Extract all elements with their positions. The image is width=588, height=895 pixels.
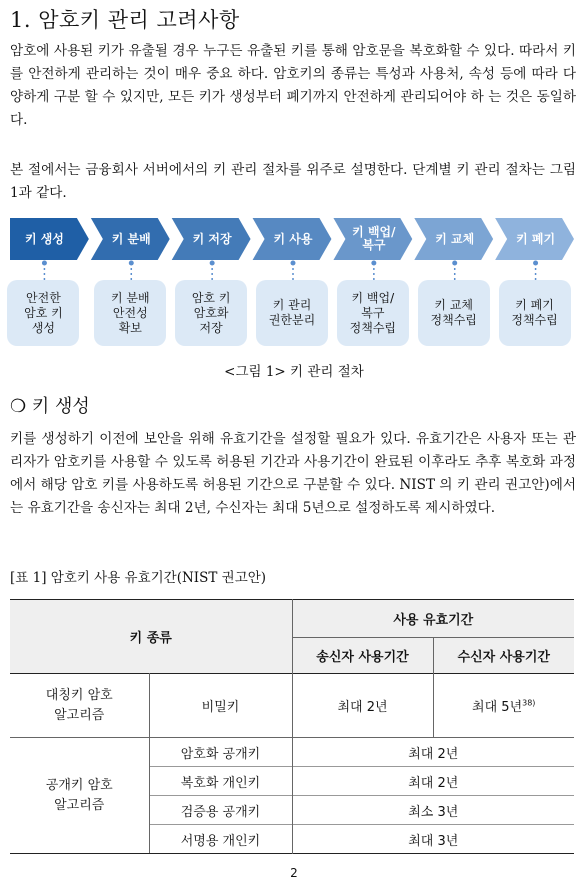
flow-step-description: 키 분배 안전성 확보 [94,280,166,346]
sym-receiver-value: 최대 5년 [472,700,523,715]
pub-key-cell: 복호화 개인키 [149,767,292,796]
paragraph-key-importance: 암호에 사용된 키가 유출될 경우 누구든 유출된 키를 통해 암호문을 복호화할 수 있다. 따라서 키를 안전하게 관리하는 것이 매우 중요 하다. 암호키의 종류는 특성과 사용처, 속성 등에 따라 다양하게 구분 할 수 있지만, 모든 키가 생성부터 폐기까지 안전하게 관리되어야 하 는 것은 동일하다. [10,43,576,128]
page-number: 2 [290,866,298,880]
flow-step-description: 암호 키 암호화 저장 [175,280,247,346]
figure-caption: <그림 1> 키 관리 절차 [224,364,364,380]
paragraph-key-generation: 키를 생성하기 이전에 보안을 위해 유효기간을 설정할 필요가 있다. 유효기간은 사용자 또는 관리자가 암호키를 사용할 수 있도록 허용된 기간과 사용기간이 완료된 이후라도 추후 복호화 과정에서 해당 암호 키를 사용하도록 허용된 기간으로 구분할 수 있다. NIST 의 키 관리 권고안)에서는 유효기간을 송신자는 최대 2년, 수신자는 최대 5년으로 설정하도록 제시하였다. [10,431,576,516]
sym-sender-cell: 최대 2년 [292,674,433,738]
paragraph-procedure-intro: 본 절에서는 금융회사 서버에서의 키 관리 절차를 위주로 설명한다. 단계별 키 관리 절차는 그림 1과 같다. [10,162,576,201]
pub-group-cell: 공개키 암호 알고리즘 [10,738,149,854]
flow-connector-dot [42,261,47,266]
pub-period-cell: 최대 2년 [408,746,459,762]
sym-key-cell: 비밀키 [149,674,292,738]
flow-connector-dot [291,261,296,266]
flow-connector-dot [533,261,538,266]
sym-receiver-cell [433,674,574,738]
footnote-ref: 38) [522,698,536,708]
flow-step-description: 키 백업/ 복구 정책수립 [337,280,409,346]
flow-step-description: 키 교체 정책수립 [418,280,490,346]
flow-step-label: 키 폐기 [516,231,556,246]
sym-group-cell: 대칭키 암호 알고리즘 [10,674,149,738]
table-caption: [표 1] 암호키 사용 유효기간(NIST 권고안) [10,570,267,586]
flow-step-label: 키 생성 [24,231,64,246]
flow-step-description: 안전한 암호 키 생성 [7,280,79,346]
subsection-title: ❍ 키 생성 [10,396,90,417]
flow-connector-dot [371,261,376,266]
flow-step-label: 키 교체 [435,231,475,246]
flow-connector-dot [210,261,215,266]
pub-period-cell: 최소 3년 [408,804,459,820]
header-key-type: 키 종류 [10,600,292,674]
header-sender: 송신자 사용기간 [292,638,433,674]
flow-step-label: 키 사용 [273,231,313,246]
flow-connector-dot [452,261,457,266]
section-title: 1. 암호키 관리 고려사항 [10,8,240,32]
validity-table [10,599,574,854]
flow-step-description: 키 폐기 정책수립 [499,280,571,346]
pub-key-cell: 암호화 공개키 [149,738,292,767]
flow-step-label: 키 분배 [111,231,151,246]
header-receiver: 수신자 사용기간 [433,638,574,674]
flow-connector-dot [129,261,134,266]
flow-step-description: 키 관리 권한분리 [256,280,328,346]
pub-key-cell: 검증용 공개키 [149,796,292,825]
flow-step-label: 키 저장 [192,231,232,246]
header-validity: 사용 유효기간 [292,600,574,638]
pub-period-cell: 최대 3년 [408,833,459,849]
pub-period-cell: 최대 2년 [408,775,459,791]
flow-step-label: 키 백업/ 복구 [352,225,396,252]
pub-key-cell: 서명용 개인키 [149,825,292,854]
